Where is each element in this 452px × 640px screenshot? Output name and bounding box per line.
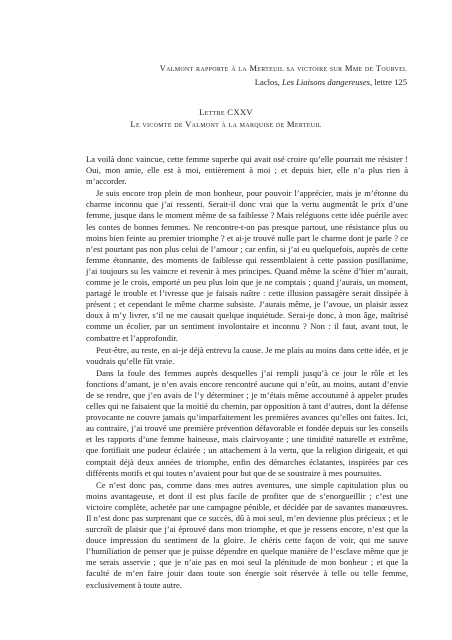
- paragraph: Je suis encore trop plein de mon bonheur, pour pouvoir l’apprécier, mais je m’étonne du charme inconnu que j’ai ressenti. Serait-il donc vrai que la vertu augmentât le prix d’une femme, jusque dans le moment même de sa faiblesse ? Mais reléguons cette idée puérile avec les contes de bonnes femmes. Ne rencontre-t-on pas presque partout, une résistance plus ou moins bien feinte au premier triomphe ? et ai-je trouvé nulle part le charme dont je parle ? ce n’est pourtant pas non plus celui de l’amour ; car enfin, si j’ai eu quelquefois, auprès de cette femme étonnante, des moments de faiblesse qui ressemblaient à cette passion pusillanime, j’ai toujours su les vaincre et revenir à mes principes. Quand même la scène d’hier m’aurait, comme je le crois, emporté un peu plus loin que je ne comptais ; quand j’aurais, un moment, partagé le trouble et l’ivresse que je faisais naître : cette illusion passagère serait dissipée à présent ; et cependant le même charme subsiste. J’aurais même, je l’avoue, un plaisir assez doux à m’y livrer, s’il ne me causait quelque inquiétude. Serai-je donc, à mon âge, maîtrisé comme un écolier, par un sentiment involontaire et inconnu ? Non : il faut, avant tout, le combattre et l’approfondir.: [86, 188, 408, 343]
- excerpt-source: [160, 75, 407, 89]
- letter-heading: [0, 107, 452, 130]
- excerpt-title: Valmont rapporte à la Merteuil sa victoire sur Mme de Tourvel: [159, 63, 407, 73]
- source-author: Laclos,: [254, 77, 282, 87]
- source-work-title: Les Liaisons dangereuses: [281, 77, 370, 87]
- paragraph: La voilà donc vaincue, cette femme superbe qui avait osé croire qu’elle pourrait me résister ! Oui, mon amie, elle est à moi, entièrement à moi ; et depuis hier, elle n’a plus rien à m’accorder.: [86, 154, 408, 187]
- paragraph: Peut-être, au reste, en ai-je déjà entrevu la cause. Je me plais au moins dans cette idée, et je voudrais qu’elle fût vraie.: [86, 344, 408, 366]
- source-letter-number: , lettre 125: [370, 77, 407, 87]
- letter-body: [86, 154, 408, 592]
- paragraph: Dans la foule des femmes auprès desquelles j’ai rempli jusqu’à ce jour le rôle et les fonctions d’amant, je n’en avais encore rencontré aucune qui n’eût, au moins, autant d’envie de se rendre, que j’en avais de l’y déterminer ; je m’étais même accoutumé à appeler prudes celles qui ne faisaient que la moitié du chemin, par opposition à tant d’autres, dont la défense provocante ne couvre jamais qu’imparfaitement les premières avances qu’elles ont faites. Ici, au contraire, j’ai trouvé une première prévention défavorable et fondée depuis sur les conseils et les rapports d’une femme haineuse, mais clairvoyante ; une timidité naturelle et extrême, que fortifiait une pudeur éclairée ; un attachement à la vertu, que la religion dirigeait, et qui comptait déjà deux années de triomphe, enfin des démarches éclatantes, inspirées par ces différents motifs et qui toutes n’avaient pour but que de se soustraire à mes poursuites.: [86, 367, 408, 478]
- paragraph: Ce n’est donc pas, comme dans mes autres aventures, une simple capitulation plus ou moins avantageuse, et dont il est plus facile de profiter que de s’enorgueillir ; c’est une victoire complète, achetée par une campagne pénible, et décidée par de savantes manœuvres. Il n’est donc pas surprenant que ce succès, dû à moi seul, m’en devienne plus précieux ; et le surcroît de plaisir que j’ai éprouvé dans mon triomphe, et que je ressens encore, n’est que la douce impression du sentiment de la gloire. Je chéris cette façon de voir, qui me sauve l’humiliation de penser que je puisse dépendre en quelque manière de l’esclave même que je me serais asservie ; que je n’aie pas en moi seul la plénitude de mon bonheur ; et que la faculté de m’en faire jouir dans toute son énergie soit réservée à telle ou telle femme, exclusivement à toute autre.: [86, 479, 408, 590]
- letter-number: Lettre CXXV: [199, 107, 253, 117]
- letter-subtitle: Le vicomte de Valmont à la marquise de Merteuil: [130, 118, 322, 129]
- excerpt-header: [160, 61, 407, 89]
